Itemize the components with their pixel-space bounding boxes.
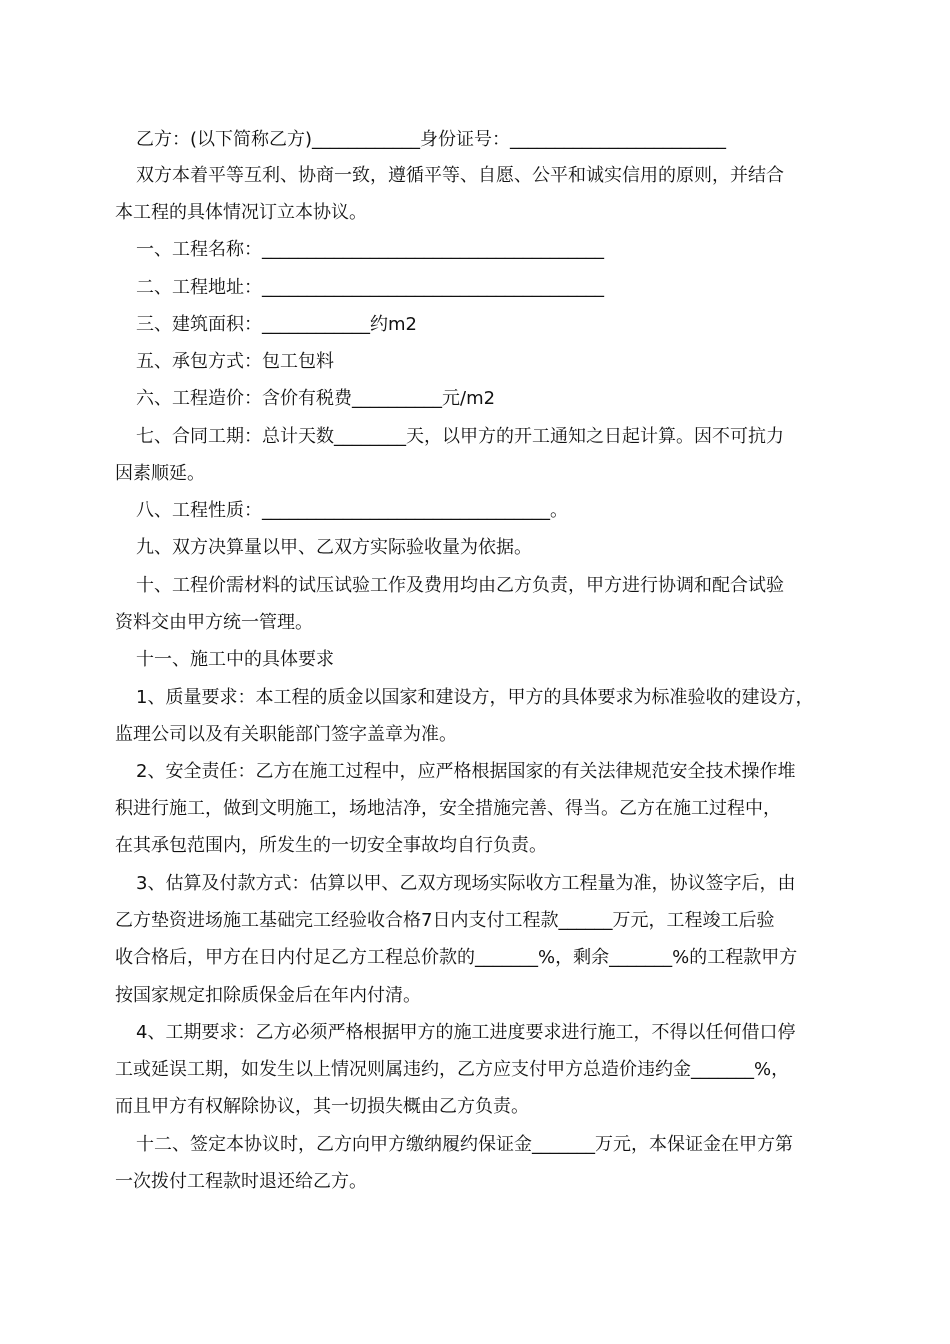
safety-responsibility-line-1: 2、安全责任：乙方在施工过程中，应严格根据国家的有关法律规范安全技术操作堆	[136, 761, 796, 782]
clause-3-building-area: 三、建筑面积：____________约m2	[136, 314, 417, 335]
payment-terms-line-2: 乙方垫资进场施工基础完工经验收合格7日内支付工程款______万元，工程竣工后验	[115, 910, 775, 931]
quality-requirement-line-2: 监理公司以及有关职能部门签字盖章为准。	[115, 724, 457, 745]
schedule-requirement-line-1: 4、工期要求：乙方必须严格根据甲方的施工进度要求进行施工，不得以任何借口停	[136, 1022, 796, 1043]
clause-9-settlement: 九、双方决算量以甲、乙双方实际验收量为依据。	[136, 537, 532, 558]
preamble-line-2: 本工程的具体情况订立本协议。	[115, 202, 367, 223]
clause-5-contract-mode: 五、承包方式：包工包料	[136, 351, 334, 372]
safety-responsibility-line-2: 积进行施工，做到文明施工，场地洁净，安全措施完善、得当。乙方在施工过程中，	[115, 798, 781, 819]
clause-7-duration-line-1: 七、合同工期：总计天数________天，以甲方的开工通知之日起计算。因不可抗力	[136, 426, 784, 447]
quality-requirement-line-1: 1、质量要求：本工程的质金以国家和建设方，甲方的具体要求为标准验收的建设方，	[136, 687, 814, 708]
schedule-requirement-line-3: 而且甲方有权解除协议，其一切损失概由乙方负责。	[115, 1096, 529, 1117]
safety-responsibility-line-3: 在其承包范围内，所发生的一切安全事故均自行负责。	[115, 835, 547, 856]
clause-1-project-name: 一、工程名称：______________________________________	[136, 239, 604, 260]
clause-7-duration-line-2: 因素顺延。	[115, 463, 205, 484]
payment-terms-line-3: 收合格后，甲方在日内付足乙方工程总价款的_______%，剩余_______%的工程款甲方	[115, 947, 798, 968]
clause-12-deposit-line-2: 一次拨付工程款时退还给乙方。	[115, 1171, 367, 1192]
schedule-requirement-line-2: 工或延误工期，如发生以上情况则属违约，乙方应支付甲方总造价违约金_______%，	[115, 1059, 790, 1080]
preamble-line-1: 双方本着平等互利、协商一致，遵循平等、自愿、公平和诚实信用的原则，并结合	[136, 165, 784, 186]
clause-12-deposit-line-1: 十二、签定本协议时，乙方向甲方缴纳履约保证金_______万元，本保证金在甲方第	[136, 1134, 793, 1155]
clause-10-testing-line-2: 资料交由甲方统一管理。	[115, 612, 313, 633]
payment-terms-line-4: 按国家规定扣除质保金后在年内付清。	[115, 985, 421, 1006]
party-b-line: 乙方：(以下简称乙方)____________身份证号：________________________	[136, 129, 727, 150]
clause-8-project-nature: 八、工程性质：________________________________。	[136, 500, 568, 521]
clause-2-project-address: 二、工程地址：______________________________________	[136, 277, 604, 298]
payment-terms-line-1: 3、估算及付款方式：估算以甲、乙双方现场实际收方工程量为准，协议签字后，由	[136, 873, 796, 894]
clause-6-project-cost: 六、工程造价：含价有税费__________元/m2	[136, 388, 496, 409]
clause-11-heading: 十一、施工中的具体要求	[136, 649, 334, 670]
clause-10-testing-line-1: 十、工程价需材料的试压试验工作及费用均由乙方负责，甲方进行协调和配合试验	[136, 575, 784, 596]
